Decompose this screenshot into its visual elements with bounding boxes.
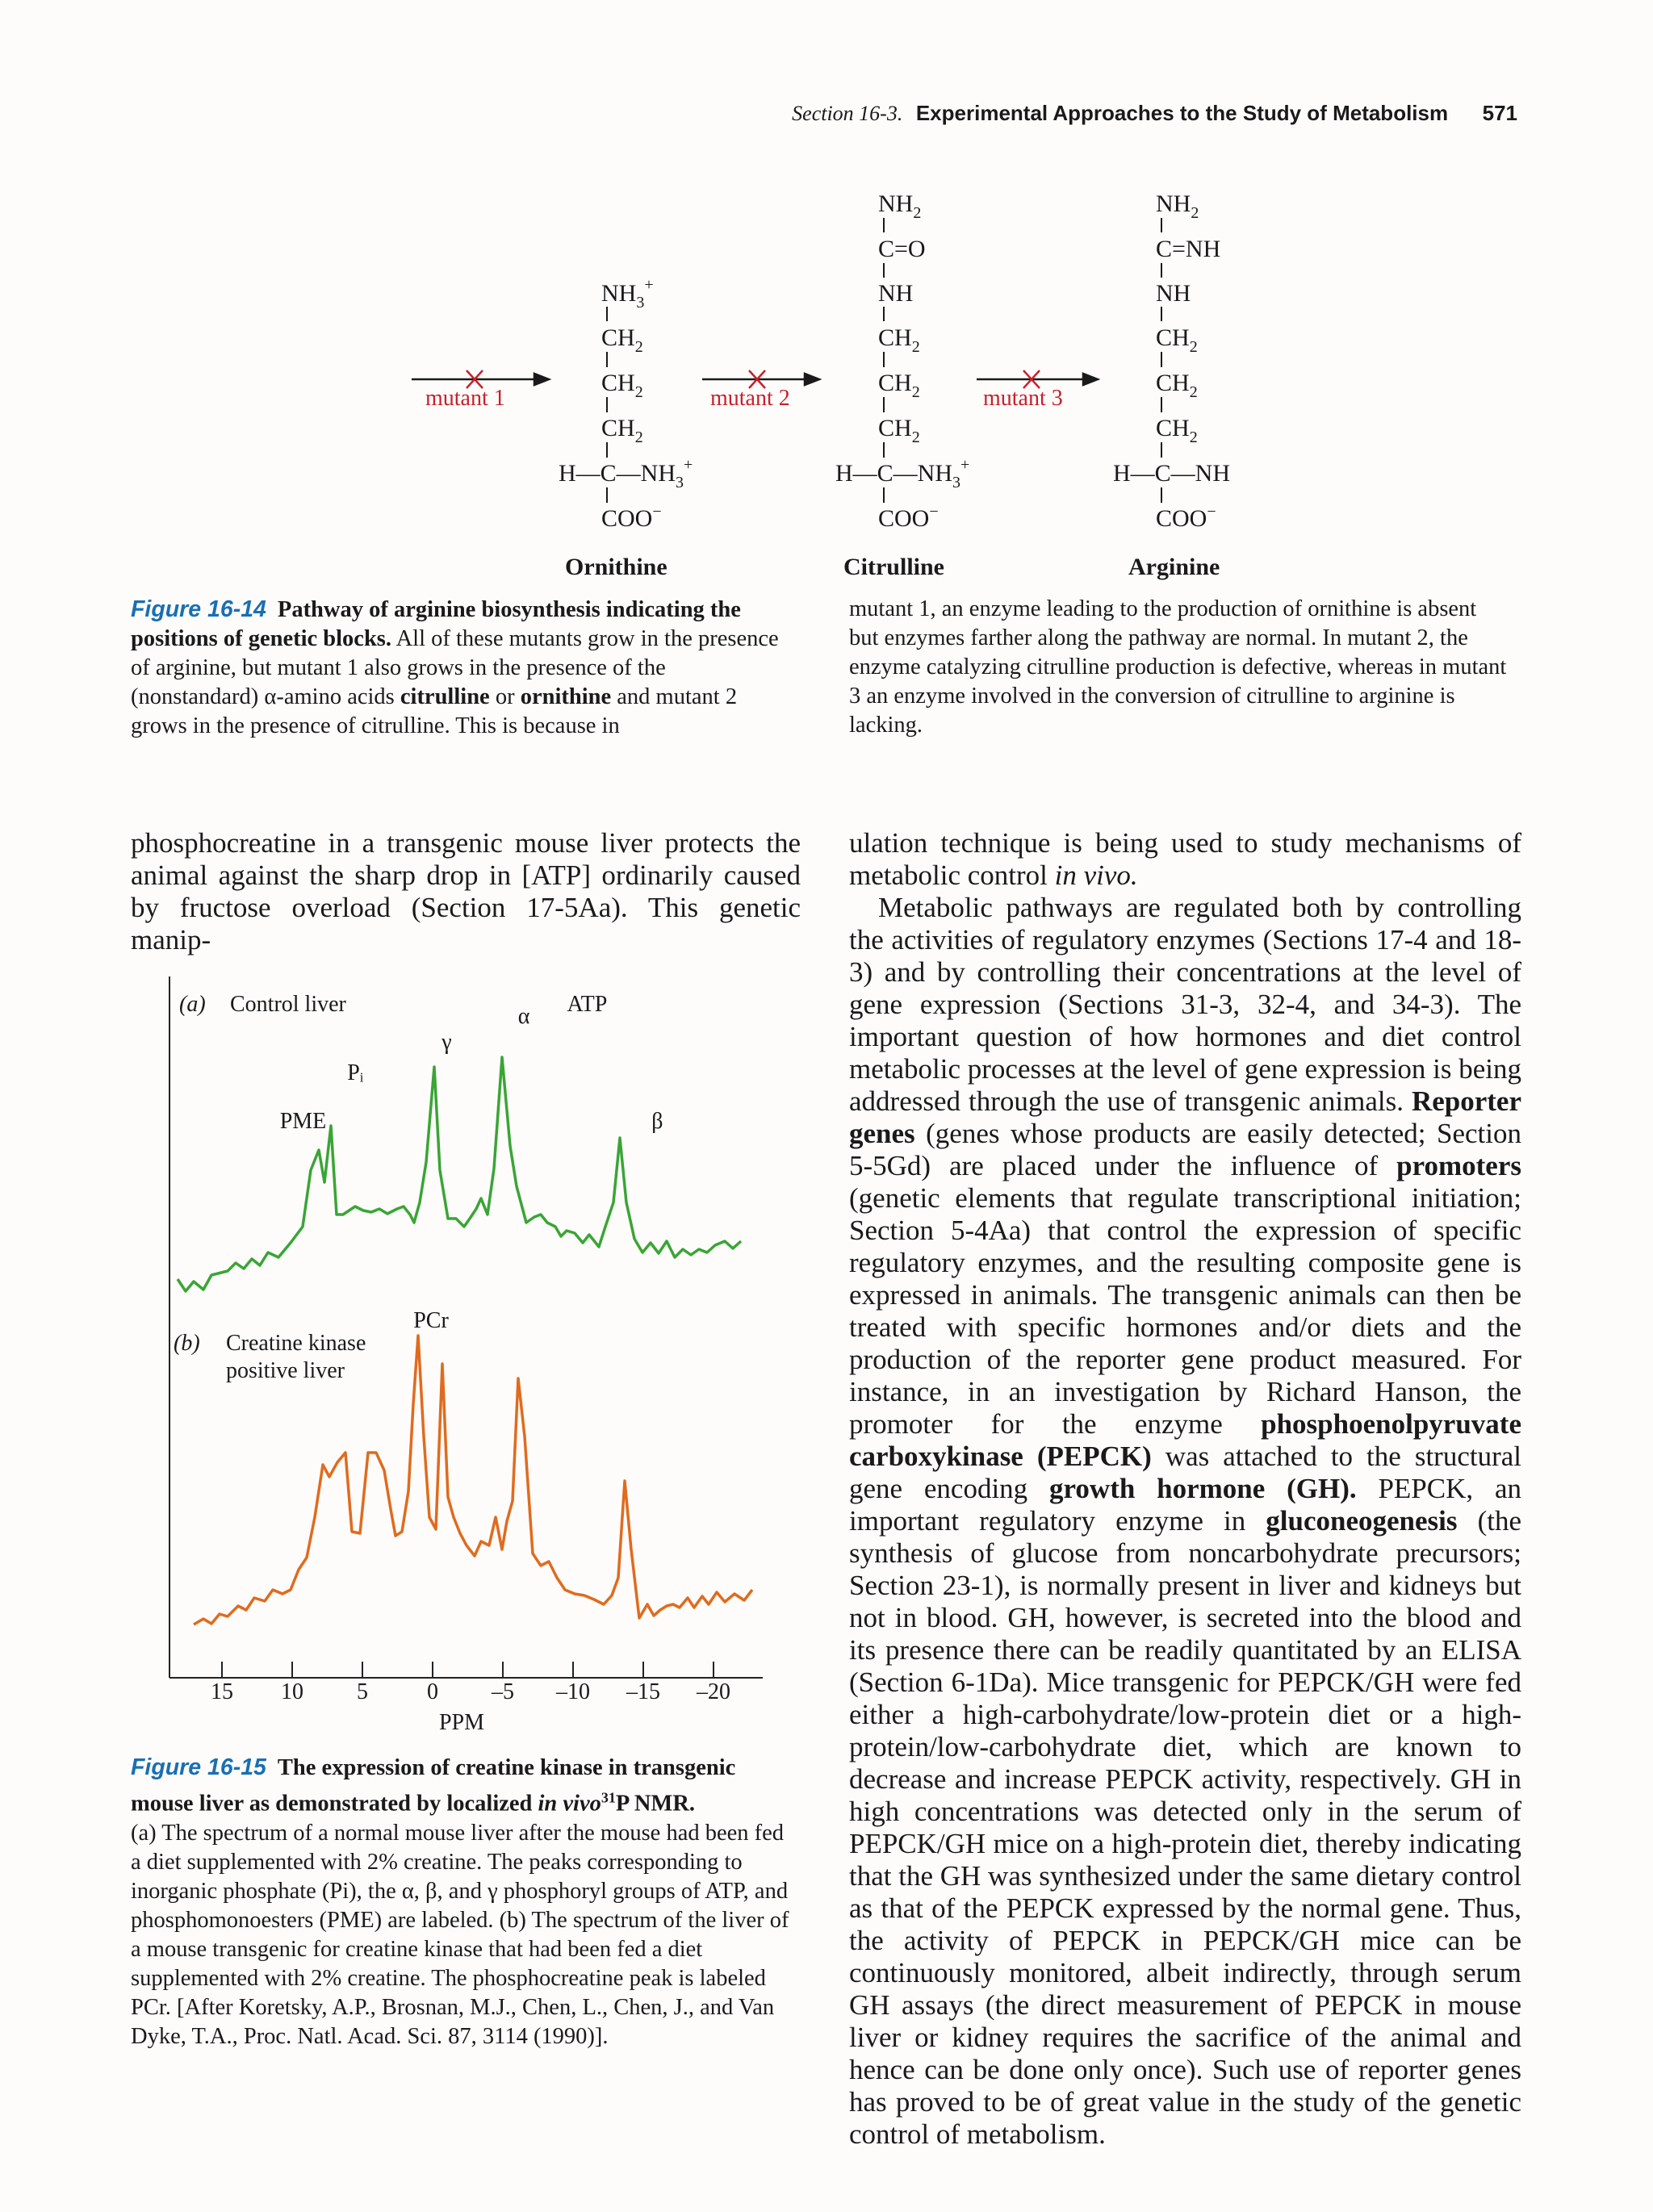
- caption-14-citrulline: citrulline: [400, 684, 490, 709]
- term-reporter-genes: Reporter genes: [849, 1085, 1521, 1149]
- panel-b-name-2: positive liver: [226, 1358, 345, 1383]
- svg-text:CH2: $CH_2$: [878, 415, 920, 446]
- x-tick-label: –20: [697, 1679, 730, 1704]
- page-number: 571: [1482, 101, 1517, 125]
- figure-16-15-caption: [131, 1753, 793, 2051]
- x-tick-label: 15: [211, 1679, 233, 1704]
- svg-text:H—C—NH3+: $H—C—NH_3^+$: [559, 456, 693, 491]
- caption-15-bold-2: P NMR.: [615, 1791, 696, 1817]
- svg-text:CH2: $CH_2$: [878, 370, 920, 401]
- svg-text:NH: NH: [1156, 280, 1191, 307]
- x-tick-label: 0: [427, 1679, 438, 1704]
- svg-text:CH2: $CH_2$: [1156, 415, 1198, 446]
- svg-text:COO−: COO−: [601, 503, 662, 532]
- x-tick-label: –5: [492, 1679, 514, 1704]
- panel-a-label: (a): [179, 992, 206, 1017]
- peak-label: α: [517, 1004, 530, 1029]
- svg-text:C=NH: C=NH: [1156, 236, 1221, 262]
- svg-text:H—C—NH: H—C—NH: [1113, 460, 1231, 487]
- svg-text:CH2: $CH_2$: [601, 415, 643, 446]
- caption-14-text-2: or: [489, 684, 521, 709]
- svg-text:CH2: $CH_2$: [1156, 370, 1198, 401]
- ornithine-structure: [559, 276, 693, 532]
- svg-text:C=O: C=O: [878, 236, 926, 262]
- arginine-structure: [1113, 190, 1230, 532]
- nmr-spectra-chart: [0, 952, 807, 1743]
- caption-15-text: (a) The spectrum of a normal mouse liver after the mouse had been fed a diet supplemented with 2% creatine. The peaks corresponding to inorganic phosphate (Pi), the α, β, and γ phosphoryl groups of ATP, and phosphomonoesters (PME) are labeled. (b) The spectrum of the liver of a mouse transgenic for creatine kinase that had been fed a diet supplemented with 2% creatine. The phosphocreatine peak is labeled PCr. [After Koretsky, A.P., Brosnan, M.J., Chen, L., Chen, J., and Van Dyke, T.A., Proc. Natl. Acad. Sci. 87, 3114 (1990)].: [131, 1820, 789, 2049]
- caption-15-bold-1: The expression of creatine kinase in transgenic mouse liver as demonstrated by localized: [131, 1755, 736, 1817]
- term-gluconeogenesis: gluconeogenesis: [1266, 1505, 1458, 1537]
- x-tick-label: –15: [626, 1679, 660, 1704]
- svg-text:CH2: $CH_2$: [878, 324, 920, 356]
- arginine-name: Arginine: [1128, 554, 1220, 580]
- term-growth-hormone: growth hormone (GH).: [1049, 1473, 1357, 1504]
- term-pepck: phosphoenolpyruvate carboxykinase (PEPCK): [849, 1408, 1521, 1472]
- peak-label: Pᵢ: [347, 1060, 364, 1085]
- figure-16-15-label: Figure 16-15: [131, 1754, 266, 1780]
- x-tick-label: 10: [281, 1679, 303, 1704]
- svg-text:COO−: COO−: [1156, 503, 1216, 532]
- ornithine-name: Ornithine: [565, 554, 667, 580]
- peak-label: ATP: [567, 992, 608, 1017]
- caption-14-ornithine: ornithine: [520, 684, 612, 709]
- x-axis-label: PPM: [438, 1710, 485, 1735]
- mutant-1-label: mutant 1: [425, 386, 505, 411]
- section-title: Experimental Approaches to the Study of Metabolism: [915, 101, 1449, 125]
- caption-14-text-1: All of these mutants grow in the presence of arginine, but mutant 1 also grows in the presence of the (nonstandard) α-amino acids: [131, 626, 779, 709]
- x-tick-label: –10: [556, 1679, 590, 1704]
- caption-14-text-3: and mutant 2 grows in the presence of citrulline. This is because in: [131, 684, 738, 738]
- right-p2-text-f: (the synthesis of glucose from noncarbohydrate precursors; Section 23-1), is normally present in liver and kidneys but not in blood. GH, however, is secreted into the blood and its presence there can be readily quantitated by an ELISA (Section 6-1Da). Mice transgenic for PEPCK/GH were fed either a high-carbohydrate/low-protein diet or a high-protein/low-carbohydrate diet, which are known to decrease and increase PEPCK activity, respectively. GH in high concentrations was detected only in the serum of PEPCK/GH mice on a high-protein diet, thereby indicating that the GH was synthesized under the same dietary control as that of the PEPCK expressed by the normal gene. Thus, the activity of PEPCK in PEPCK/GH mice can be continuously monitored, albeit indirectly, through serum GH assays (the direct measurement of PEPCK in mouse liver or kidney requires the sacrifice of the animal and hence can be done only once). Such use of reporter genes has proved to be of great value in the study of the genetic control of metabolism.: [849, 1505, 1522, 2150]
- svg-text:NH3+: $NH_3^+$: [601, 276, 654, 312]
- right-column-text: [849, 827, 1521, 2151]
- figure-16-14-caption: [131, 595, 786, 741]
- control-liver-spectrum-line: [178, 1057, 741, 1291]
- right-p2-text-e: PEPCK, an important regulatory enzyme in: [849, 1473, 1521, 1537]
- peak-label: β: [651, 1109, 663, 1134]
- svg-text:CH2: $CH_2$: [601, 324, 643, 356]
- panel-b-label: (b): [174, 1331, 200, 1356]
- left-column-text: phosphocreatine in a transgenic mouse liver protects the animal against the sharp drop in [ATP] ordinarily caused by fructose overload (Section 17-5Aa). This genetic manip-: [131, 827, 801, 955]
- caption-15-in-vivo: in vivo: [538, 1791, 601, 1817]
- citrulline-structure: [835, 190, 969, 532]
- svg-text:H—C—NH3+: $H—C—NH_3^+$: [835, 456, 970, 491]
- right-p2-text-a: Metabolic pathways are regulated both by controlling the activities of regulatory enzymes (Sections 17-4 and 18-3) and by controlling their concentrations at the level of gene expression (Sections 31-3, 32-4, and 34-3). The important question of how hormones and diet control metabolic processes at the level of gene expression is being addressed through the use of transgenic animals.: [849, 892, 1521, 1117]
- right-paragraph-2: [849, 892, 1521, 2151]
- right-p1-italic: in vivo.: [1054, 859, 1138, 891]
- caption-15-isotope: 31: [601, 1789, 616, 1805]
- svg-text:COO−: COO−: [878, 503, 939, 532]
- svg-text:NH: NH: [878, 280, 914, 307]
- svg-text:CH2: $CH_2$: [1156, 324, 1198, 356]
- arginine-pathway-diagram: [0, 0, 1653, 597]
- x-tick-label: 5: [357, 1679, 368, 1704]
- svg-text:NH2: $NH_2$: [1156, 190, 1199, 222]
- panel-a-name: Control liver: [230, 992, 346, 1017]
- figure-16-14-caption-continued: mutant 1, an enzyme leading to the production of ornithine is absent but enzymes farther along the pathway are normal. In mutant 2, the enzyme catalyzing citrulline production is defective, whereas in mutant 3 an enzyme involved in the conversion of citrulline to arginine is lacking.: [849, 596, 1507, 738]
- right-p2-text-d: was attached to the structural gene encoding: [849, 1441, 1521, 1504]
- svg-text:CH2: $CH_2$: [601, 370, 643, 401]
- peak-label: PME: [279, 1109, 327, 1134]
- panel-b-name-1: Creatine kinase: [226, 1331, 366, 1356]
- svg-text:NH2: $NH_2$: [878, 190, 922, 222]
- term-promoters: promoters: [1396, 1150, 1521, 1181]
- right-p2-text-c: (genetic elements that regulate transcriptional initiation; Section 5-4Aa) that control the expression of specific regulatory enzymes, and the resulting composite gene is expressed in animals. The transgenic animals can then be treated with specific hormones and/or diets and the production of the reporter gene product measured. For instance, in an investigation by Richard Hanson, the promoter for the enzyme: [849, 1182, 1521, 1440]
- right-paragraph-1: [849, 827, 1521, 892]
- figure-16-14-label: Figure 16-14: [131, 596, 266, 622]
- section-number: Section 16-3.: [792, 102, 903, 125]
- right-p2-text-b: (genes whose products are easily detected; Section 5-5Gd) are placed under the influence of: [849, 1118, 1521, 1181]
- citrulline-name: Citrulline: [843, 554, 944, 580]
- peak-label: γ: [441, 1030, 452, 1055]
- peak-label: PCr: [413, 1308, 449, 1333]
- mutant-3-label: mutant 3: [983, 386, 1063, 411]
- right-p1-text: ulation technique is being used to study mechanisms of metabolic control: [849, 827, 1521, 891]
- mutant-2-label: mutant 2: [710, 386, 790, 411]
- caption-14-bold: Pathway of arginine biosynthesis indicating the positions of genetic blocks.: [131, 597, 741, 651]
